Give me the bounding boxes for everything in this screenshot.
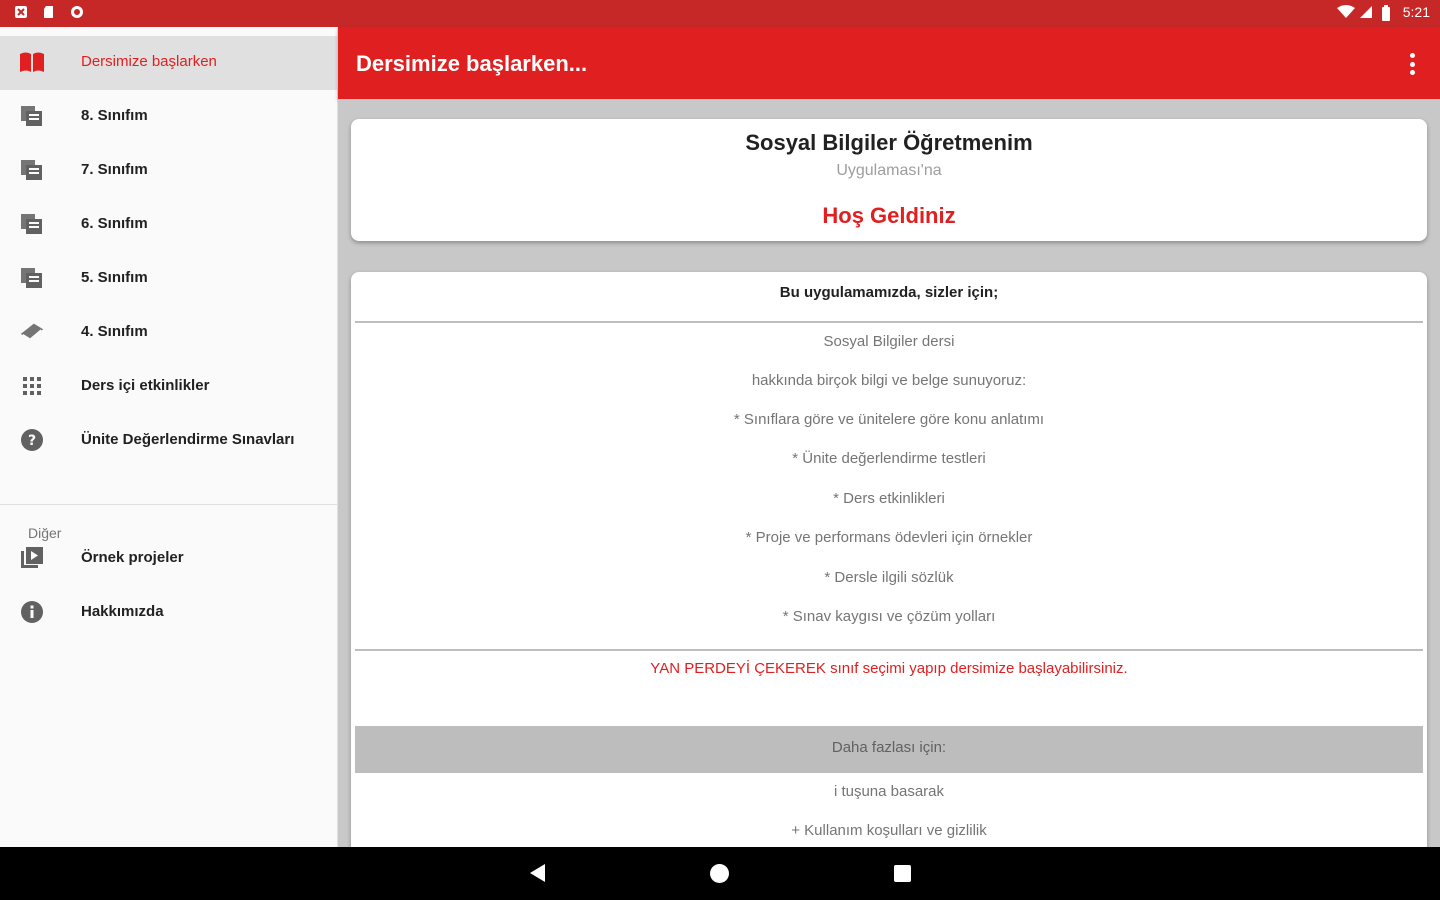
status-bar <box>0 0 1440 27</box>
library-books-icon <box>19 103 45 129</box>
library-books-icon <box>19 211 45 237</box>
info-line: * Ders etkinlikleri <box>833 490 945 507</box>
drawer-item-label: 5. Sınıfım <box>81 269 148 286</box>
grid-icon <box>19 373 45 399</box>
welcome-subtitle: Uygulaması'na <box>836 162 942 179</box>
welcome-card <box>351 119 1427 241</box>
drawer-subheader: Diğer <box>28 525 62 541</box>
drawer-item-hakkimizda[interactable] <box>0 586 338 640</box>
drawer-item-5-sinif[interactable] <box>0 252 338 306</box>
drawer-item-unite-degerlendirme[interactable] <box>0 414 338 468</box>
divider <box>355 649 1423 651</box>
footer-line: i tuşuna basarak <box>833 783 945 800</box>
drawer-item-6-sinif[interactable] <box>0 198 338 252</box>
drawer-item-8-sinif[interactable] <box>0 90 338 144</box>
sync-icon <box>70 5 84 19</box>
welcome-title: Sosyal Bilgiler Öğretmenim <box>745 130 1033 155</box>
drawer-item-ornek-projeler[interactable] <box>0 532 338 586</box>
more-info-label: Daha fazlası için: <box>831 739 947 756</box>
book-open-icon <box>19 49 45 75</box>
help-icon <box>19 427 45 453</box>
overflow-menu-icon[interactable] <box>1408 53 1416 75</box>
drawer-item-7-sinif[interactable] <box>0 144 338 198</box>
sd-card-icon <box>42 5 56 19</box>
drawer-item-dersimize-baslarken[interactable] <box>0 36 338 90</box>
drawer-item-label: Dersimize başlarken <box>81 53 217 70</box>
info-line: hakkında birçok bilgi ve belge sunuyoruz: <box>751 372 1027 389</box>
info-heading: Bu uygulamamızda, sizler için; <box>779 284 999 301</box>
back-icon[interactable] <box>530 864 545 882</box>
info-line: * Dersle ilgili sözlük <box>824 569 954 586</box>
book-icon <box>19 319 45 345</box>
info-card <box>351 272 1427 847</box>
more-info-band <box>355 726 1423 773</box>
drawer-item-label: Ders içi etkinlikler <box>81 377 210 394</box>
drawer-hint: YAN PERDEYİ ÇEKEREK sınıf seçimi yapıp dersimize başlayabilirsiniz. <box>650 660 1128 677</box>
drawer-item-label: Hakkımızda <box>81 603 164 620</box>
drawer-item-ders-ici-etkinlikler[interactable] <box>0 360 338 414</box>
navigation-drawer <box>0 27 338 847</box>
drawer-item-label: 7. Sınıfım <box>81 161 148 178</box>
drawer-divider <box>0 504 338 505</box>
divider <box>355 321 1423 323</box>
app-bar <box>338 27 1440 99</box>
notification-icon <box>14 5 28 19</box>
drawer-item-4-sinif[interactable] <box>0 306 338 360</box>
recents-icon[interactable] <box>894 865 911 882</box>
video-library-icon <box>19 545 45 571</box>
info-line: * Proje ve performans ödevleri için örnekler <box>745 529 1033 546</box>
info-line: * Sınıflara göre ve ünitelere göre konu anlatımı <box>733 411 1045 428</box>
drawer-item-label: 8. Sınıfım <box>81 107 148 124</box>
svg-text:?: ? <box>27 433 37 449</box>
drawer-item-label: 4. Sınıfım <box>81 323 148 340</box>
battery-icon <box>1381 5 1395 19</box>
system-nav-bar <box>0 847 1440 900</box>
drawer-item-label: Ünite Değerlendirme Sınavları <box>81 431 295 448</box>
library-books-icon <box>19 265 45 291</box>
wifi-icon <box>1337 5 1351 19</box>
signal-icon <box>1359 5 1373 19</box>
info-line: Sosyal Bilgiler dersi <box>823 333 955 350</box>
page-title: Dersimize başlarken... <box>356 51 588 76</box>
terms-link[interactable]: + Kullanım koşulları ve gizlilik <box>791 822 987 839</box>
info-line: * Sınav kaygısı ve çözüm yolları <box>782 608 996 625</box>
main-content[interactable] <box>338 99 1440 847</box>
welcome-message: Hoş Geldiniz <box>822 203 956 228</box>
info-icon <box>19 599 45 625</box>
home-icon[interactable] <box>710 864 729 883</box>
clock: 5:21 <box>1402 4 1430 20</box>
drawer-item-label: Örnek projeler <box>81 549 184 566</box>
info-line: * Ünite değerlendirme testleri <box>792 450 986 467</box>
drawer-item-label: 6. Sınıfım <box>81 215 148 232</box>
library-books-icon <box>19 157 45 183</box>
